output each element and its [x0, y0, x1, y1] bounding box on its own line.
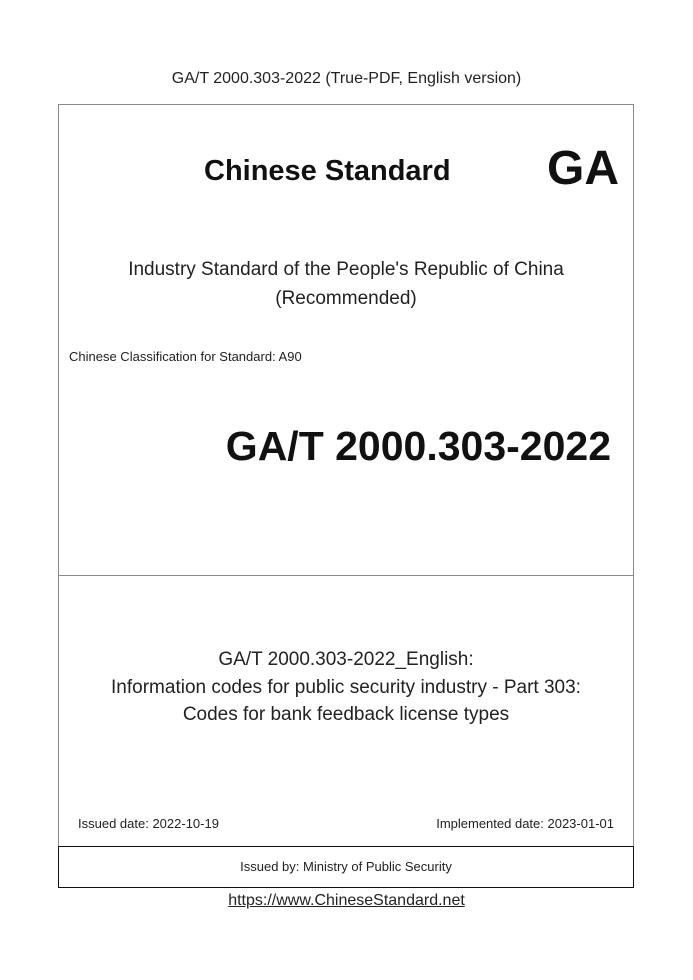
series-label: Chinese Standard — [204, 155, 451, 187]
document-header-title: GA/T 2000.303-2022 (True-PDF, English version) — [171, 70, 522, 87]
issued-by-text: Issued by: Ministry of Public Security — [240, 859, 452, 874]
website-link[interactable]: https://www.ChineseStandard.net — [228, 892, 465, 909]
title-panel — [58, 575, 634, 847]
classification-label: Chinese Classification for Standard: A90 — [69, 349, 302, 364]
issued-date: Issued date: 2022-10-19 — [78, 816, 219, 831]
issuer-line-2: (Recommended) — [275, 288, 417, 309]
issuer-line-1: Industry Standard of the People's Republic of China — [128, 259, 564, 280]
implemented-date: Implemented date: 2023-01-01 — [436, 816, 614, 831]
document-title-line-2: Information codes for public security industry - Part 303: — [111, 677, 581, 698]
issuer-panel — [58, 846, 634, 888]
standard-number: GA/T 2000.303-2022 — [225, 423, 611, 469]
document-title-line-1: GA/T 2000.303-2022_English: — [218, 649, 474, 670]
standard-code-mark: GA — [547, 142, 619, 195]
document-title-line-3: Codes for bank feedback license types — [182, 704, 510, 725]
cover-upper-panel — [58, 104, 634, 576]
